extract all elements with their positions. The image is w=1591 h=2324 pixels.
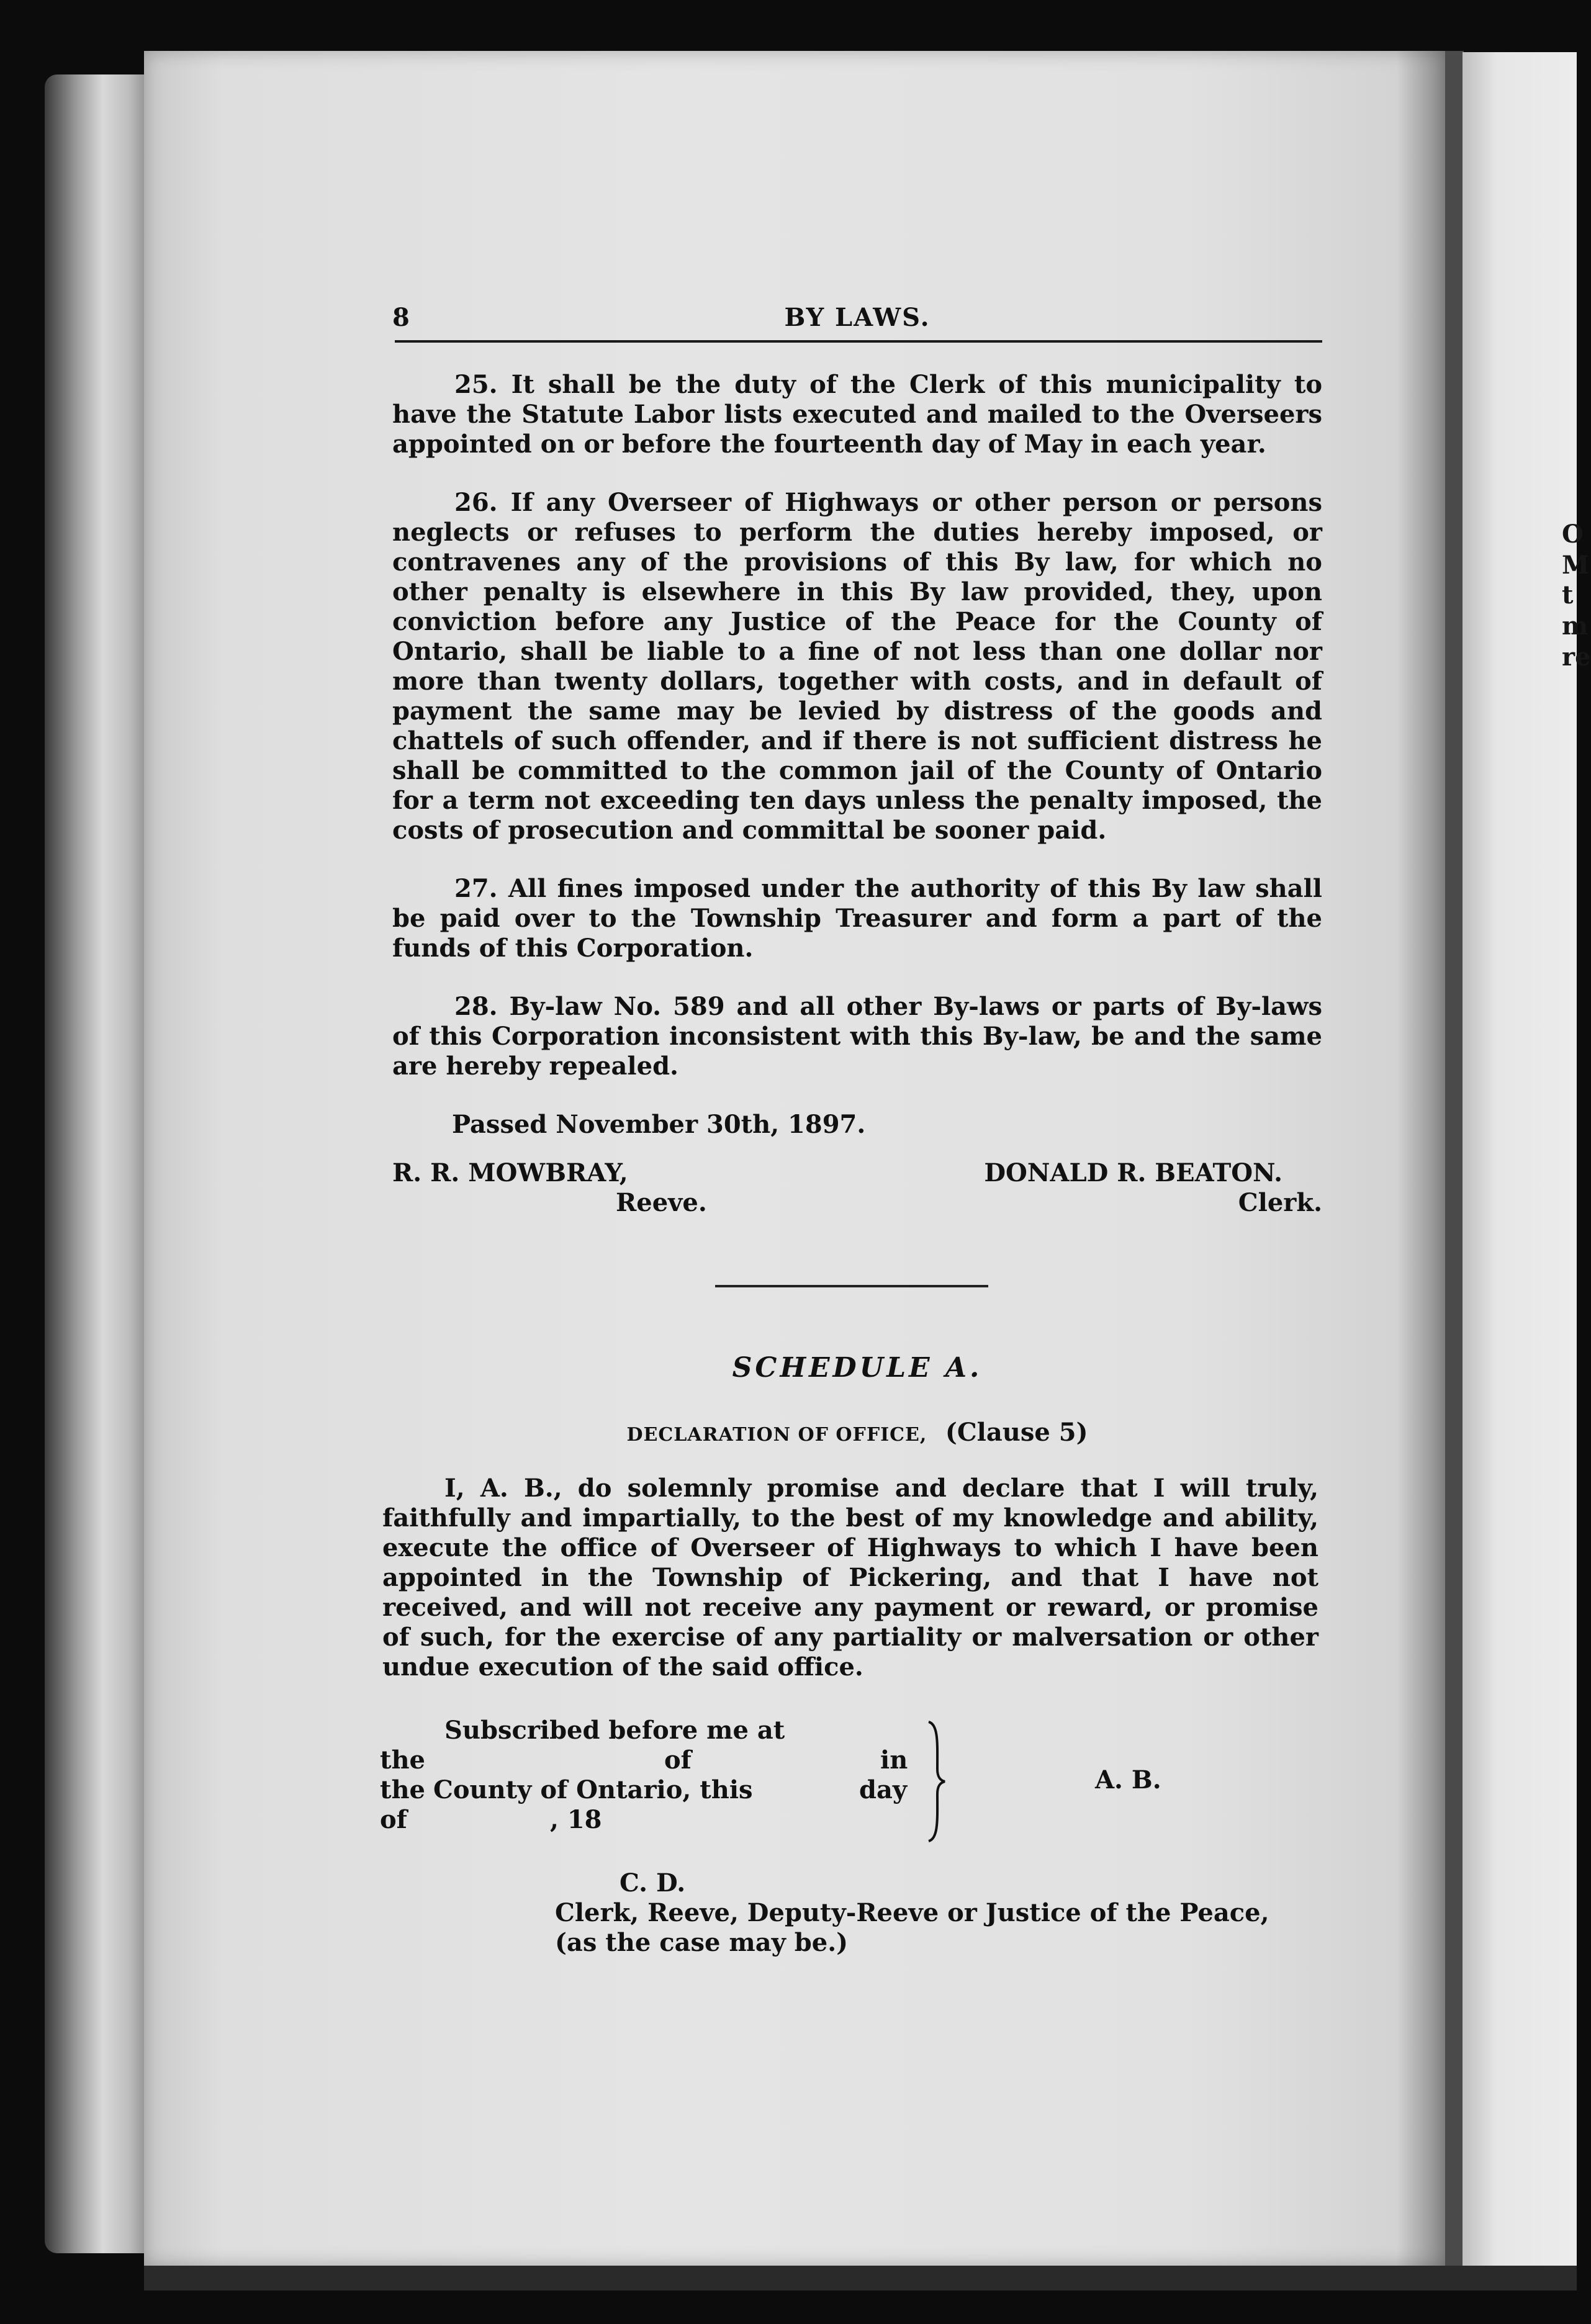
- section-25: 25. It shall be the duty of the Clerk of this municipality to have the Statute Labor lists executed and mailed to the Overseers appointed on or before the fourteenth day of May in each year.: [392, 370, 1322, 459]
- jurat-word: the: [380, 1775, 426, 1804]
- section-26: 26. If any Overseer of Highways or other person or persons neglects or refuses to perform the duties hereby imposed, or contravenes any of the provisions of this By law, for which no other penalty is elsewhere in this By law provided, they, upon conviction before any Justice of the Peace for the County of Ontario, shall be liable to a fine of not less than one dollar nor more than twenty dollars, together with costs, and in default of payment the same may be levied by distress of the goods and chattels of such offender, and if there is not sufficient distress he shall be committed to the common jail of the County of Ontario for a term not exceeding ten days unless the penalty imposed, the costs of prosecution and committal be sooner paid.: [392, 488, 1322, 845]
- adjacent-page-text: O: [1562, 520, 1584, 549]
- declaration-heading: [392, 1418, 1322, 1447]
- jurat-word: of: [380, 1805, 407, 1834]
- brace-icon: [924, 1719, 949, 1844]
- gutter-shadow: [1397, 51, 1446, 2266]
- jurat-block: [380, 1716, 1323, 1858]
- adjacent-page-text: M: [1562, 551, 1590, 580]
- schedule-title: SCHEDULE A.: [732, 1352, 983, 1384]
- jurat-year: , 18: [550, 1805, 602, 1834]
- passed-date: Passed November 30th, 1897.: [452, 1110, 866, 1139]
- declarant-signature: A. B.: [1095, 1765, 1161, 1795]
- officer-initials: C. D.: [620, 1868, 686, 1898]
- section-27: 27. All fines imposed under the authority of this By law shall be paid over to the Township Treasurer and form a part of the funds of this Corporation.: [392, 874, 1322, 963]
- running-head: BY LAWS.: [784, 303, 931, 332]
- section-28: 28. By-law No. 589 and all other By-laws or parts of By-laws of this Corporation inconsistent with this By-law, be and the same are hereby repealed.: [392, 992, 1322, 1081]
- binding-gutter: [1445, 51, 1464, 2266]
- section-divider: [715, 1285, 988, 1287]
- adjacent-page-text: m: [1562, 611, 1589, 641]
- bottom-shadow: [144, 2266, 1577, 2290]
- declaration-text: I, A. B., do solemnly promise and declare that I will truly, faithfully and impartially, to the best of my knowledge and ability, execute the office of Overseer of Highways to which I have been appointed in the Township of Pickering, and that I have not received, and will not receive any payment or reward, or promise of such, for the exercise of any partiality or malversation or other undue execution of the said office.: [382, 1474, 1318, 1682]
- clerk-title: Clerk.: [1238, 1188, 1322, 1217]
- jurat-word: of: [664, 1745, 692, 1775]
- jurat-line: County of Ontario, this: [433, 1775, 753, 1804]
- jurat-word: in: [880, 1745, 908, 1775]
- signature-block: [392, 1158, 1322, 1220]
- clause-reference: (Clause 5): [945, 1418, 1088, 1447]
- officer-description: Clerk, Reeve, Deputy-Reeve or Justice of the Peace, (as the case may be.): [555, 1898, 1269, 1957]
- jurat-word: day: [859, 1775, 908, 1804]
- left-page-edge: [45, 74, 150, 2253]
- page-number: 8: [392, 303, 410, 332]
- page-header: [392, 303, 1322, 340]
- adjacent-page-text: re: [1562, 642, 1591, 672]
- jurat-word: the: [380, 1745, 426, 1775]
- adjacent-page-fragment: [1463, 52, 1591, 2266]
- reeve-title: Reeve.: [616, 1188, 707, 1217]
- adjacent-page-text: t: [1562, 580, 1574, 610]
- declaration-subtitle: DECLARATION OF OFFICE,: [626, 1424, 927, 1446]
- bylaw-sections: [392, 370, 1322, 1220]
- clerk-name: DONALD R. BEATON.: [984, 1158, 1282, 1187]
- jurat-line: Subscribed before me at: [444, 1716, 785, 1745]
- header-rule: [395, 340, 1322, 343]
- reeve-name: R. R. MOWBRAY,: [392, 1158, 628, 1187]
